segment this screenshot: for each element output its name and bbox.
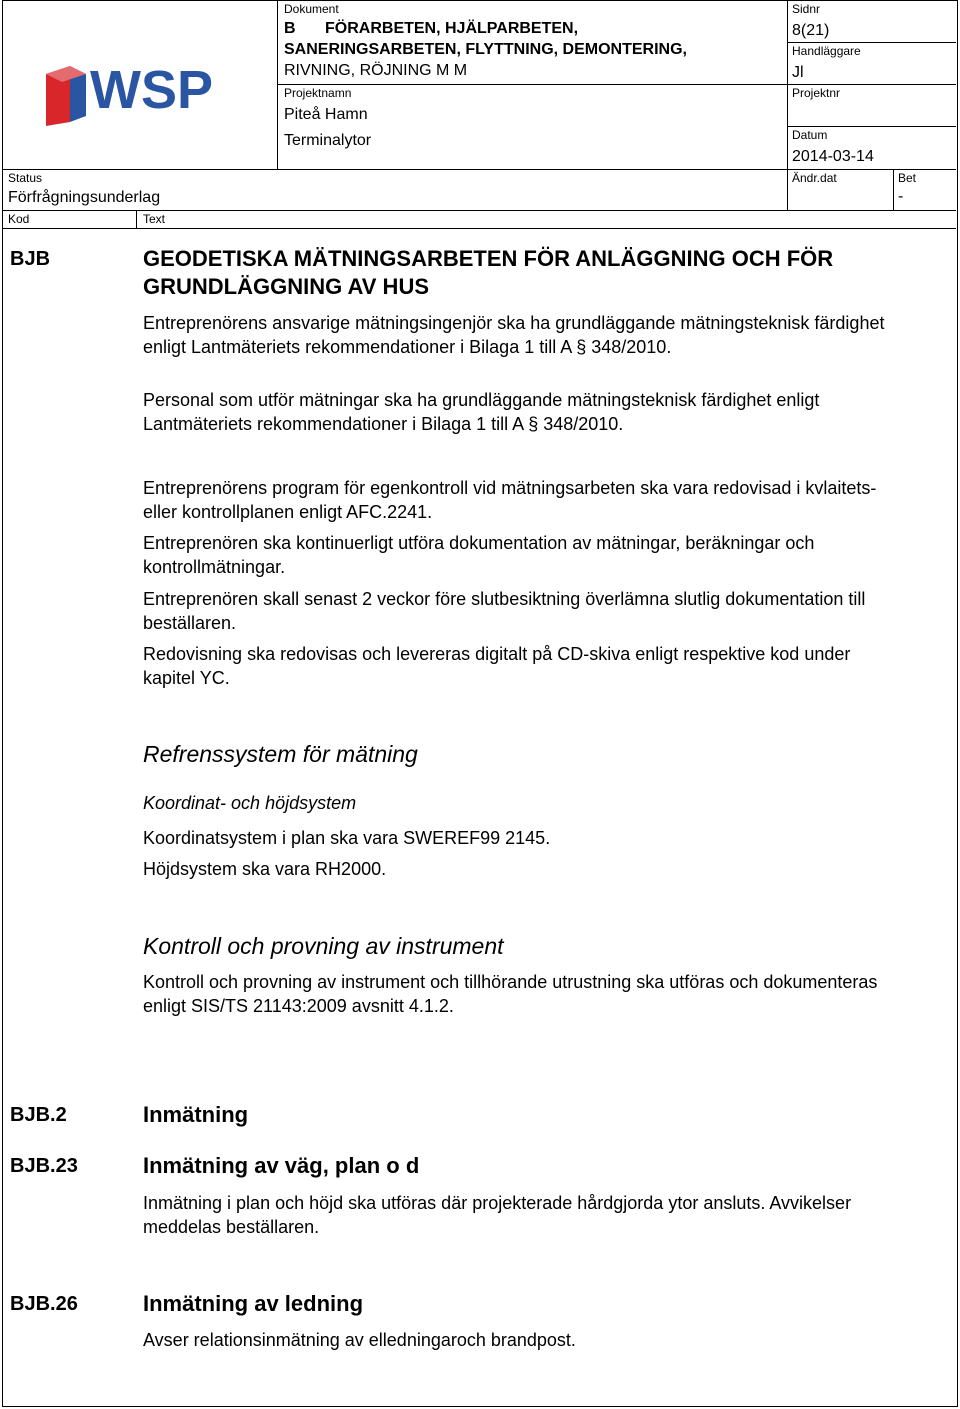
para-egenkontroll: Entreprenörens program för egenkontroll vid mätningsarbeten ska vara redovisad i kvlaitets- eller kontrollplanen enligt AFC.2241. bbox=[143, 478, 877, 522]
bjb26-code: BJB.26 bbox=[10, 1293, 78, 1315]
header-divider-kod bbox=[2, 210, 956, 211]
dokument-line1-code: B bbox=[284, 20, 296, 37]
bjb23-code: BJB.23 bbox=[10, 1155, 78, 1177]
para-redovisning: Redovisning ska redovisas och levereras digitalt på CD-skiva enligt respektive kod under kapitel YC. bbox=[143, 644, 851, 688]
kontroll-text: Kontroll och provning av instrument och tillhörande utrustning ska utföras och dokumenteras enligt SIS/TS 21143:2009 avsnitt 4.1.2. bbox=[143, 972, 878, 1016]
andrdat-label: Ändr.dat bbox=[792, 171, 837, 185]
header-bottom-line bbox=[2, 228, 956, 229]
header-vline-kod bbox=[136, 210, 137, 228]
bet-value: - bbox=[898, 188, 904, 205]
datum-label: Datum bbox=[792, 128, 828, 142]
header-divider-status bbox=[2, 169, 956, 170]
bjb23-title: Inmätning av väg, plan o d bbox=[143, 1153, 420, 1178]
heading-kontroll: Kontroll och provning av instrument bbox=[143, 933, 504, 959]
bet-label: Bet bbox=[898, 171, 917, 185]
dokument-line1-text: FÖRARBETEN, HJÄLPARBETEN, bbox=[325, 20, 579, 37]
projektnamn-line1: Piteå Hamn bbox=[284, 106, 368, 123]
header-divider-handlaggare bbox=[787, 42, 956, 43]
koordinat-line2: Höjdsystem ska vara RH2000. bbox=[143, 859, 387, 879]
dokument-line3: RIVNING, RÖJNING M M bbox=[284, 62, 468, 79]
subheading-koordinat: Koordinat- och höjdsystem bbox=[143, 793, 357, 813]
projektnamn-label: Projektnamn bbox=[284, 86, 352, 100]
wsp-logo bbox=[40, 52, 240, 132]
status-value: Förfrågningsunderlag bbox=[8, 189, 161, 206]
bjb23-text: Inmätning i plan och höjd ska utföras där projekterade hårdgjorda ytor ansluts. Avvikelser meddelas beställaren. bbox=[143, 1193, 852, 1237]
bjb26-title: Inmätning av ledning bbox=[143, 1291, 364, 1316]
datum-value: 2014-03-14 bbox=[792, 148, 874, 165]
para-personal: Personal som utför mätningar ska ha grundläggande mätningsteknisk färdighet enligt Lantmäteriets rekommendationer i Bilaga 1 till A § 348/2010. bbox=[143, 390, 820, 434]
status-label: Status bbox=[8, 171, 43, 185]
sidnr-value: 8(21) bbox=[792, 22, 830, 39]
header-divider-datum bbox=[787, 126, 956, 127]
header-vline-bet bbox=[893, 169, 894, 210]
projektnr-label: Projektnr bbox=[792, 86, 841, 100]
koordinat-line1: Koordinatsystem i plan ska vara SWEREF99 2145. bbox=[143, 828, 551, 848]
bjb2-code: BJB.2 bbox=[10, 1104, 67, 1126]
header-divider-projektnr bbox=[787, 84, 956, 85]
header-divider-projektnamn bbox=[277, 84, 787, 85]
bjb-code: BJB bbox=[10, 248, 51, 270]
sidnr-label: Sidnr bbox=[792, 2, 821, 16]
logo-text: WSP bbox=[90, 60, 214, 120]
heading-refrenssystem: Refrenssystem för mätning bbox=[143, 741, 418, 767]
handlaggare-label: Handläggare bbox=[792, 44, 861, 58]
projektnamn-line2: Terminalytor bbox=[284, 132, 372, 149]
header-vline-right bbox=[787, 0, 788, 210]
para-dokumentation: Entreprenören ska kontinuerligt utföra dokumentation av mätningar, beräkningar och kontrollmätningar. bbox=[143, 533, 815, 577]
kod-label: Kod bbox=[8, 212, 30, 226]
handlaggare-value: Jl bbox=[792, 64, 804, 81]
wsp-logo-graphic bbox=[40, 52, 240, 132]
para-ansvarig: Entreprenörens ansvarige mätningsingenjör ska ha grundläggande mätningsteknisk färdighet enligt Lantmäteriets rekommendationer i Bilaga 1 till A § 348/2010. bbox=[143, 313, 885, 357]
dokument-label: Dokument bbox=[284, 2, 339, 16]
bjb-title: GEODETISKA MÄTNINGSARBETEN FÖR ANLÄGGNING OCH FÖR GRUNDLÄGGNING AV HUS bbox=[143, 246, 834, 299]
text-label: Text bbox=[143, 212, 166, 226]
para-slutbesiktning: Entreprenören skall senast 2 veckor före slutbesiktning överlämna slutlig dokumentation till beställaren. bbox=[143, 589, 866, 633]
bjb2-title: Inmätning bbox=[143, 1102, 249, 1127]
dokument-line2: SANERINGSARBETEN, FLYTTNING, DEMONTERING, bbox=[284, 41, 687, 58]
bjb26-text: Avser relationsinmätning av elledningaroch brandpost. bbox=[143, 1330, 576, 1350]
